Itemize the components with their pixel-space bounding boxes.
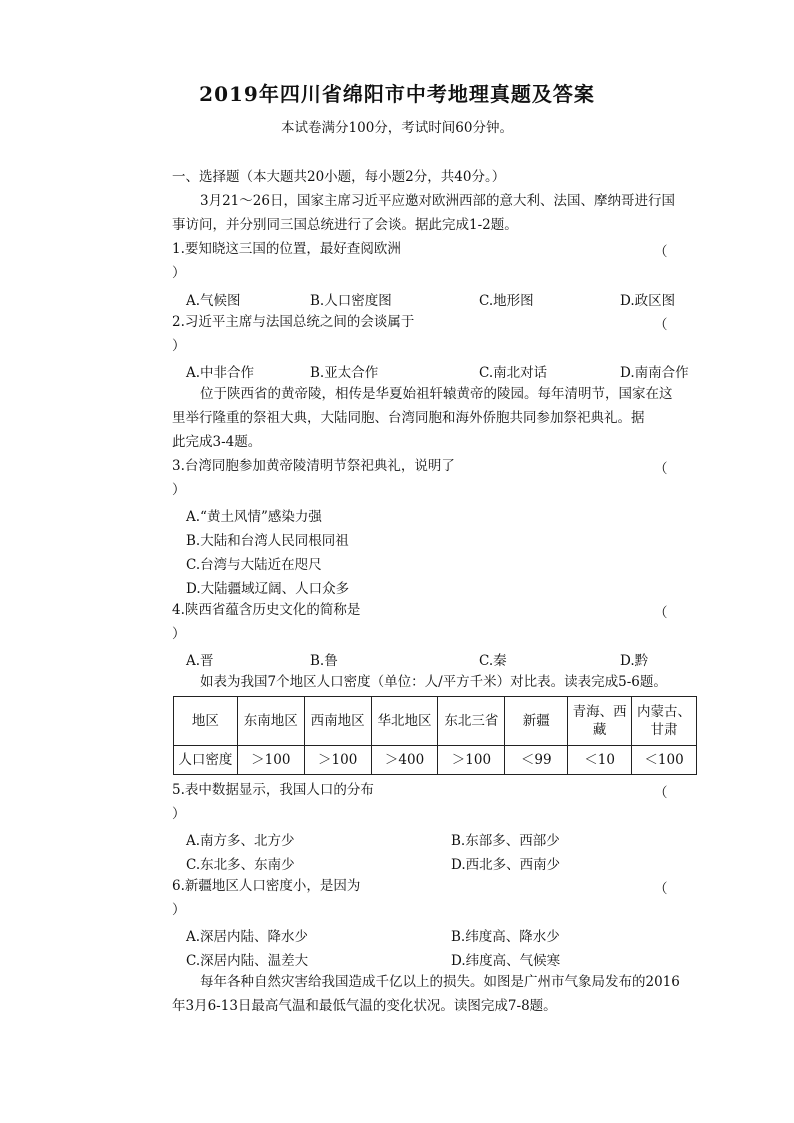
q3-option-b: B.大陆和台湾人民同根同祖 xyxy=(186,533,349,549)
q3-option-d: D.大陆疆域辽阔、人口众多 xyxy=(186,581,350,597)
page-title: 2019年四川省绵阳市中考地理真题及答案 xyxy=(199,82,595,106)
q3-option-a: A.“黄土风情”感染力强 xyxy=(186,509,322,525)
q3-paren-open: （ xyxy=(654,461,668,477)
table-header-cell: 青海、西藏 xyxy=(568,697,632,746)
table-row-label: 人口密度 xyxy=(174,746,238,775)
table-cell: ＞100 xyxy=(304,746,371,775)
q5-paren-open: （ xyxy=(654,785,668,801)
intro2-line2: 里举行隆重的祭祖大典，大陆同胞、台湾同胞和海外侨胞共同参加祭祀典礼。据 xyxy=(172,410,645,426)
table-header-cell: 内蒙古、甘肃 xyxy=(632,697,697,746)
table-cell: ＜100 xyxy=(632,746,697,775)
table-header-cell: 华北地区 xyxy=(371,697,438,746)
q1-option-c: C.地形图 xyxy=(479,293,534,309)
q3-paren-close: ） xyxy=(172,482,186,498)
intro1-line1: 3月21～26日，国家主席习近平应邀对欧洲西部的意大利、法国、摩纳哥进行国 xyxy=(200,193,675,209)
q6-option-a: A.深居内陆、降水少 xyxy=(186,929,309,945)
q5-option-a: A.南方多、北方少 xyxy=(186,833,295,849)
section-heading: 一、选择题（本大题共20小题，每小题2分，共40分。） xyxy=(172,169,506,185)
intro2-line1: 位于陕西省的黄帝陵，相传是华夏始祖轩辕黄帝的陵园。每年清明节，国家在这 xyxy=(200,386,673,402)
q5-option-c: C.东北多、东南少 xyxy=(186,857,295,873)
table-header-cell: 地区 xyxy=(174,697,238,746)
q6-option-d: D.纬度高、气候寒 xyxy=(451,953,561,969)
q4-option-c: C.秦 xyxy=(479,653,507,669)
q3-option-c: C.台湾与大陆近在咫尺 xyxy=(186,557,322,573)
q4-paren-open: （ xyxy=(654,605,668,621)
q2-option-b: B.亚太合作 xyxy=(310,365,379,381)
table-row xyxy=(174,746,697,775)
intro3-line: 如表为我国7个地区人口密度（单位：人/平方千米）对比表。读表完成5-6题。 xyxy=(200,674,667,690)
table-header-row xyxy=(174,697,697,746)
table-cell: ＜99 xyxy=(505,746,568,775)
question-3-stem: 3.台湾同胞参加黄帝陵清明节祭祀典礼，说明了 xyxy=(172,458,455,474)
q1-paren-open: （ xyxy=(654,244,668,260)
q6-option-b: B.纬度高、降水少 xyxy=(451,929,560,945)
q5-option-b: B.东部多、西部少 xyxy=(451,833,560,849)
intro4-line1: 每年各种自然灾害给我国造成千亿以上的损失。如图是广州市气象局发布的2016 xyxy=(200,974,680,990)
table-header-cell: 新疆 xyxy=(505,697,568,746)
question-2-stem: 2.习近平主席与法国总统之间的会谈属于 xyxy=(172,314,415,330)
table-cell: ＜10 xyxy=(568,746,632,775)
q2-option-c: C.南北对话 xyxy=(479,365,548,381)
q1-paren-close: ） xyxy=(172,265,186,281)
q2-paren-close: ） xyxy=(172,338,186,354)
q1-option-a: A.气候图 xyxy=(186,293,241,309)
q4-option-d: D.黔 xyxy=(620,653,649,669)
table-header-cell: 东北三省 xyxy=(438,697,505,746)
q2-option-d: D.南南合作 xyxy=(620,365,689,381)
q5-option-d: D.西北多、西南少 xyxy=(451,857,561,873)
q1-option-d: D.政区图 xyxy=(620,293,676,309)
q2-paren-open: （ xyxy=(654,317,668,333)
q4-paren-close: ） xyxy=(172,626,186,642)
table-cell: ＞400 xyxy=(371,746,438,775)
intro4-line2: 年3月6-13日最高气温和最低气温的变化状况。读图完成7-8题。 xyxy=(172,998,557,1014)
intro2-line3: 此完成3-4题。 xyxy=(172,434,262,450)
q6-option-c: C.深居内陆、温差大 xyxy=(186,953,309,969)
intro1-line2: 事访问，并分别同三国总统进行了会谈。据此完成1-2题。 xyxy=(172,217,518,233)
q5-paren-close: ） xyxy=(172,806,186,822)
question-6-stem: 6.新疆地区人口密度小，是因为 xyxy=(172,878,361,894)
q1-option-b: B.人口密度图 xyxy=(310,293,392,309)
population-density-table xyxy=(173,696,697,775)
q4-option-b: B.鲁 xyxy=(310,653,338,669)
table-header-cell: 西南地区 xyxy=(304,697,371,746)
table-header-cell: 东南地区 xyxy=(237,697,304,746)
table-cell: ＞100 xyxy=(237,746,304,775)
page-subtitle: 本试卷满分100分，考试时间60分钟。 xyxy=(281,120,513,136)
q6-paren-open: （ xyxy=(654,881,668,897)
question-1-stem: 1.要知晓这三国的位置，最好查阅欧洲 xyxy=(172,241,401,257)
question-4-stem: 4.陕西省蕴含历史文化的简称是 xyxy=(172,602,361,618)
q4-option-a: A.晋 xyxy=(186,653,214,669)
question-5-stem: 5.表中数据显示，我国人口的分布 xyxy=(172,782,374,798)
table-cell: ＞100 xyxy=(438,746,505,775)
q6-paren-close: ） xyxy=(172,902,186,918)
q2-option-a: A.中非合作 xyxy=(186,365,255,381)
